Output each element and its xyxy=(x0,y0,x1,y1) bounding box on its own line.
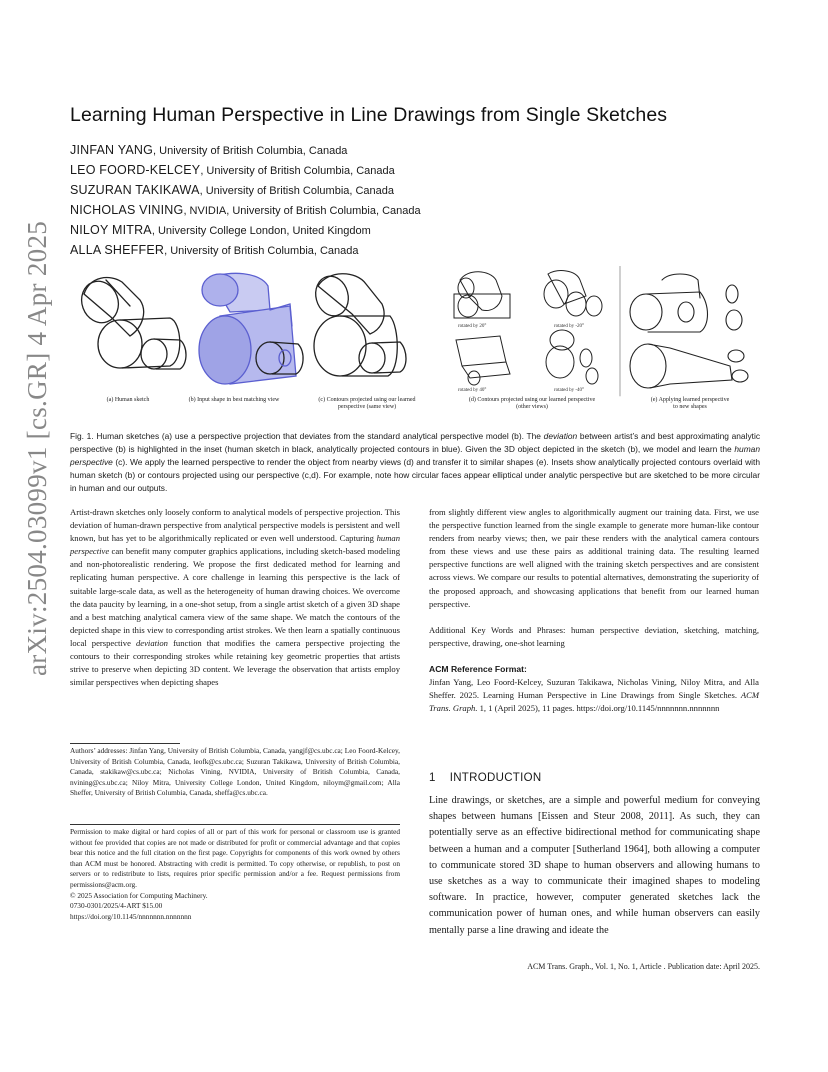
subcaption-b: (b) Input shape in best matching view xyxy=(188,397,280,403)
subcaption-c-line-1: (c) Contours projected using our learned xyxy=(318,397,416,403)
doi-line: https://doi.org/10.1145/nnnnnnn.nnnnnnn xyxy=(70,911,192,921)
rotation-label: rotated by 20° xyxy=(458,324,487,329)
author-affiliation: , NVIDIA, University of British Columbia, Canada xyxy=(183,205,421,217)
section-title: INTRODUCTION xyxy=(449,772,542,784)
reference-part: 1, 1 (April 2025), 11 pages. https://doi.org/10.1145/nnnnnnn.nnnnnnn xyxy=(477,703,720,714)
author-6 xyxy=(70,241,421,261)
subcaption-d xyxy=(442,397,622,411)
abstract-text: function that modifies the camera perspective projecting the contours to their corresponding strokes while retaining key geometric properties that artists strive to preserve when depicting 3D content. We leverage the observation that artists employ similar perspectives when depicting shapes xyxy=(70,637,400,688)
abstract-text: Artist-drawn sketches only loosely conform to analytical models of perspective projection. This deviation of human-drawn perspective from analytical perspective models is persistent and well known, but has yet to be algorithmically replicated or even well understood. Capturing xyxy=(70,507,400,544)
author-4 xyxy=(70,201,421,221)
subcaption-c-line-2: perspective (same view) xyxy=(337,404,397,410)
abstract-right xyxy=(429,506,759,715)
reference-part: Jinfan Yang, Leo Foord-Kelcey, Suzuran Takikawa, Nicholas Vining, Niloy Mitra, and Alla Sheffer. 2025. Learning Human Perspective in Line Drawings from Single Sketches. xyxy=(429,677,759,701)
issn-line: 0730-0301/2025/4-ART $15.00 xyxy=(70,901,163,911)
paper-title: Learning Human Perspective in Line Drawings from Single Sketches xyxy=(70,104,668,126)
caption-text: between artist’s and best approximating analytic perspective (b) is highlighted in the inset (human sketch in black, analytically projected contours in blue). Given the 3D object depicted in the sketch (b), we model and learn the xyxy=(70,431,761,454)
author-list xyxy=(70,141,421,261)
permission-notice xyxy=(70,827,400,922)
page-footer: ACM Trans. Graph., Vol. 1, No. 1, Article . Publication date: April 2025. xyxy=(527,962,760,971)
author-1 xyxy=(70,141,421,161)
subcaption-d-line-2: (other views) xyxy=(516,404,548,410)
caption-text: Human sketches (a) use a perspective projection that deviates from the standard analytical perspective model (b). The xyxy=(93,431,544,441)
reference-text xyxy=(429,676,759,715)
permission-text: Permission to make digital or hard copies of all or part of this work for personal or classroom use is granted without fee provided that copies are not made or distributed for profit or commercial advantage and that copies bear this notice and the full citation on the first page. Copyrights for components of this work owned by others than ACM must be honored. Abstracting with credit is permitted. To copy otherwise, or republish, to post on servers or to redistribute to lists, requires prior specific permission and/or a fee. Request permissions from permissions@acm.org. xyxy=(70,827,400,889)
author-addresses: Authors’ addresses: Jinfan Yang, University of British Columbia, Canada, yangjf@cs.ubc.ca; Leo Foord-Kelcey, University of British Columbia, Canada, leofk@cs.ubc.ca; Suzuran Takikawa, University of British Columbia, Canada, stakikaw@cs.ubc.ca; Nicholas Vining, NVIDIA, University of British Columbia, Canada, nvining@cs.ubc.ca; Niloy Mitra, University College London, United Kingdom, niloym@gmail.com; Alla Sheffer, University of British Columbia, Canada, sheffa@cs.ubc.ca. xyxy=(70,746,400,798)
reference-journal: ACM Trans. Graph. xyxy=(429,690,759,714)
author-name: NICHOLAS VINING xyxy=(70,203,184,217)
rotation-label: rotated by -20° xyxy=(554,324,585,329)
intro-paragraph: Line drawings, or sketches, are a simple and powerful medium for conveying shapes between humans [Eissen and Steur 2008, 2011]. As such, they can potentially serve as an effective bidirectional method for communicating shape between a human and a computer [Sutherland 1964], both allowing a computer to communicate stored 3D shape to human observers and allowing humans to use sketches as a way to communicate their imagined shapes to modeling software. In practice, however, computer generated sketches lack the communication power of human ones, and while human observers can easily mentally parse a line drawing and ideate the xyxy=(429,795,760,936)
new-shapes-drawing xyxy=(630,274,748,388)
rotation-label: rotated by 40° xyxy=(458,388,487,393)
arxiv-stamp: arXiv:2504.03099v1 [cs.GR] 4 Apr 2025 xyxy=(22,220,52,676)
author-affiliation: , University College London, United Kingdom xyxy=(151,225,371,237)
author-name: SUZURAN TAKIKAWA xyxy=(70,183,200,197)
abstract-paragraph xyxy=(70,506,400,689)
section-number: 1 xyxy=(429,772,436,784)
our-perspective-drawing xyxy=(311,273,406,376)
input-shape-drawing xyxy=(199,273,303,384)
copyright-line: © 2025 Association for Computing Machinery. xyxy=(70,890,208,900)
abstract-left xyxy=(70,506,400,689)
abstract-paragraph: from slightly different view angles to algorithmically augment our training data. First, we use the perspective function learned from the single example to generate more human-like contour renders from nearby views; then, we pair these renders with the analytical camera contours from these views and use these pairs as additional training data. The resulting learned perspective functions are well aligned with the training sketch perspectives and are consistent across views. We compare our results to potential alternatives, demonstrating the superiority of the proposed approach, and showcasing applications that benefit from our learned human perspective. xyxy=(429,507,759,609)
author-affiliation: , University of British Columbia, Canada xyxy=(153,145,348,157)
author-5 xyxy=(70,221,421,241)
abstract-emphasis: deviation xyxy=(136,637,168,648)
human-sketch-drawing xyxy=(76,276,186,369)
footnote-rule xyxy=(70,743,180,744)
section-heading xyxy=(429,772,541,784)
abstract-text: can benefit many computer graphics applications, including sketch-based modeling and non-photorealistic rendering. We propose the first dedicated method for learning and replicating human perspective. A core challenge in learning this perspective is the lack of suitable large-scale data, as well as the heterogeneity of human drawing choices. We overcome the data paucity by learning, in a one-shot setup, from a single artist sketch of a given 3D shape and a best matching analytical camera view of the same shape. We match the contours of the depicted shape in this view to corresponding artist strokes. We then learn a spatially continuous local perspective xyxy=(70,546,400,648)
author-name: NILOY MITRA xyxy=(70,223,152,237)
abstract-emphasis: human perspective xyxy=(70,533,400,557)
subcaption-d-line-1: (d) Contours projected using our learned perspective xyxy=(468,397,596,403)
author-2 xyxy=(70,161,421,181)
author-affiliation: , University of British Columbia, Canada xyxy=(199,185,395,197)
author-name: ALLA SHEFFER xyxy=(70,243,165,257)
permission-rule xyxy=(70,824,400,825)
reference-heading: ACM Reference Format: xyxy=(429,663,527,674)
keywords: Additional Key Words and Phrases: human perspective deviation, sketching, matching, perspective, drawing, one-shot learning xyxy=(429,624,759,648)
caption-emphasis: human perspective xyxy=(70,444,760,467)
subcaption-e-line-2: to new shapes xyxy=(673,404,707,410)
figure-caption xyxy=(70,430,760,495)
caption-label: Fig. 1. xyxy=(70,431,94,441)
author-name: LEO FOORD-KELCEY xyxy=(70,163,201,177)
teaser-figure xyxy=(70,266,760,416)
author-3 xyxy=(70,181,421,201)
author-name: JINFAN YANG xyxy=(70,143,154,157)
subcaption-c xyxy=(302,397,432,411)
subcaption-a: (a) Human sketch xyxy=(106,397,150,403)
rotation-label: rotated by -40° xyxy=(554,388,585,393)
subcaption-e xyxy=(636,397,744,411)
subcaption-e-line-1: (e) Applying learned perspective xyxy=(650,397,730,403)
author-affiliation: , University of British Columbia, Canada xyxy=(164,245,359,257)
author-affiliation: , University of British Columbia, Canada xyxy=(200,165,395,177)
teaser-drawings xyxy=(70,266,760,416)
caption-text: (c). We apply the learned perspective to render the object from nearby views (d) and transfer it to similar shapes (e). Insets show analytically projected contours overlaid with human sketch (b) or contours projected using our perspective (c,d). For example, note how circular faces appear elliptical under analytic perspective but are sketched to be more circular in human and our outputs. xyxy=(70,457,760,493)
caption-emphasis: deviation xyxy=(543,431,578,441)
